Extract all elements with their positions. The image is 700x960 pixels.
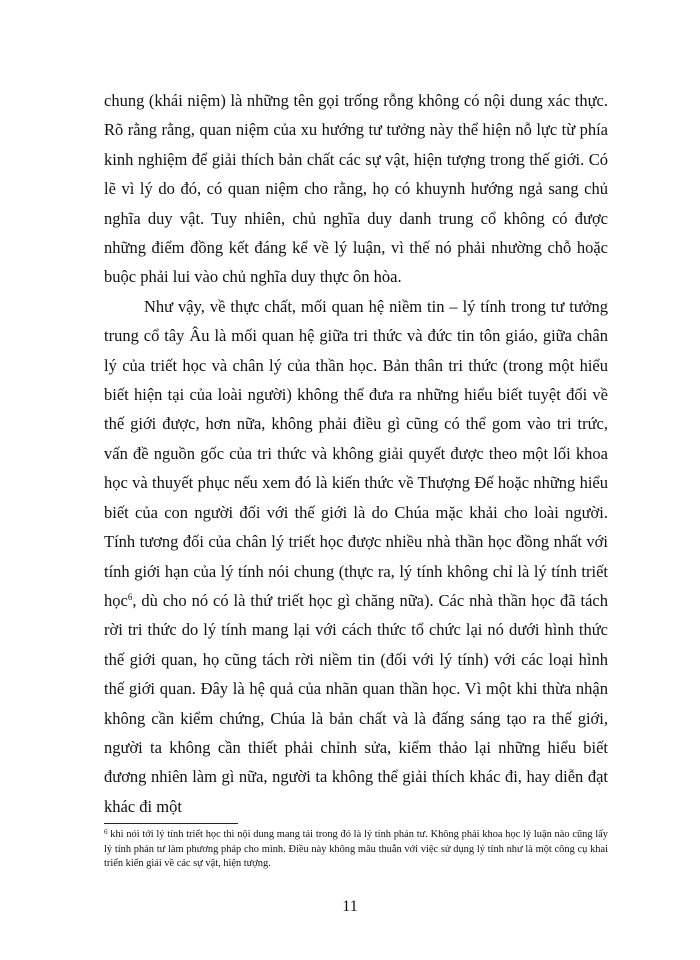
paragraph-2-part-2: , dù cho nó có là thứ triết học gì chăng nữa). Các nhà thần học đã tách rời tri thức do lý tính mang lại với cách thức tổ chức lại nó dưới hình thức thế giới quan, họ cũng tách rời niềm tin (đối với lý tính) với các loại hình thế giới quan. Đây là hệ quả của nhãn quan thần học. Vì một khi thừa nhận không cần kiểm chứng, Chúa là bản chất và là đấng sáng tạo ra thế giới, người ta không cần thiết phải chỉnh sửa, kiểm thảo lại những hiểu biết đương nhiên làm gì nữa, người ta không thể giải thích khác đi, hay diễn đạt khác đi một (104, 590, 608, 816)
paragraph-2 (104, 292, 608, 821)
footnote-marker: 6 (104, 828, 108, 836)
paragraph-2-part-1: Như vậy, về thực chất, mối quan hệ niềm tin – lý tính trong tư tưởng trung cổ tây Âu là mối quan hệ giữa tri thức và đức tin tôn giáo, giữa chân lý của triết học và chân lý của thần học. Bản thân tri thức (trong một hiểu biết hiện tại của loài người) không thể đưa ra những hiểu biết tuyệt đối về thế giới được, hơn nữa, không phải điều gì cũng có thể gom vào tri trức, vấn đề nguồn gốc của tri thức và không giải quyết được theo một lối khoa học và thuyết phục nếu xem đó là kiến thức về Thượng Đế hoặc những hiểu biết của con người đối với thế giới là do Chúa mặc khải cho loài người. Tính tương đối của chân lý triết học được nhiều nhà thần học đồng nhất với tính giới hạn của lý tính nói chung (thực ra, lý tính không chỉ là lý tính triết học (104, 296, 608, 610)
footnote-text: khi nói tới lý tính triết học thì nội dung mang tải trong đó là lý tính phản tư. Không phải khoa học lý luận nào cũng lấy lý tính phản tư làm phương pháp cho mình. Điều này không mâu thuẫn với việc sử dụng lý tính như là một công cụ khai triển kiến giải về các sự vật, hiện tượng. (104, 829, 608, 870)
footnote-reference[interactable]: 6 (127, 591, 133, 602)
footnote-separator (104, 823, 238, 824)
body-text (104, 86, 608, 821)
footnote (104, 828, 608, 872)
page-number: 11 (342, 898, 358, 915)
paragraph-1: chung (khái niệm) là những tên gọi trống rỗng không có nội dung xác thực. Rõ rằng rằng, quan niệm của xu hướng tư tưởng này thể hiện nỗ lực từ phía kinh nghiệm để giải thích bản chất các sự vật, hiện tượng trong thế giới. Có lẽ vì lý do đó, có quan niệm cho rằng, họ có khuynh hướng ngả sang chủ nghĩa duy vật. Tuy nhiên, chủ nghĩa duy danh trung cổ không có được những điểm đồng kết đáng kể về lý luận, vì thế nó phải nhường chỗ hoặc buộc phải lui vào chủ nghĩa duy thực ôn hòa. (104, 91, 608, 287)
